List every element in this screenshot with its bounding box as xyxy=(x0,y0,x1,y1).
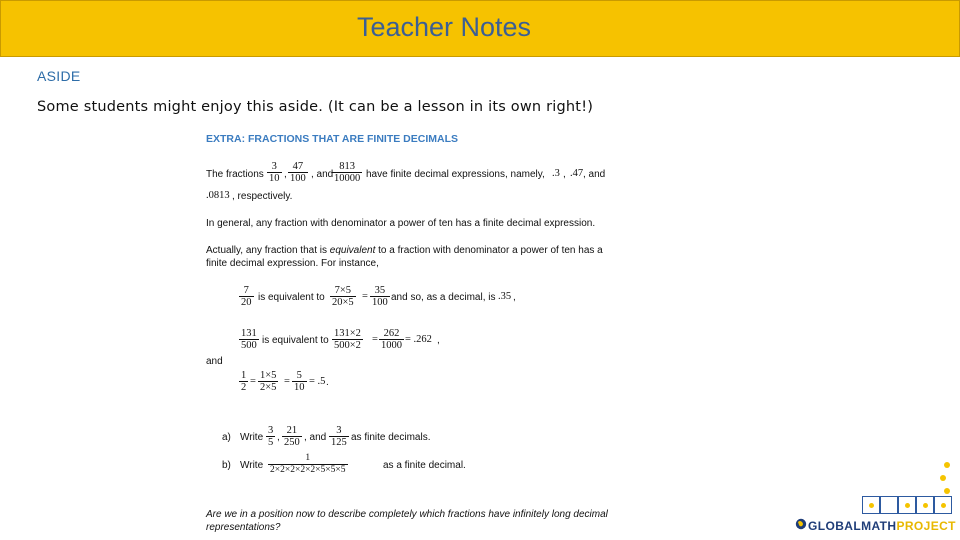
fraction: $\frac{35}{100}$ xyxy=(372,285,388,308)
p2-text: In general, any fraction with denominator a power of ten has a finite decimal expression. xyxy=(206,218,596,229)
closing-line1: Are we in a position now to describe completely which fractions have infinitely long decimal xyxy=(206,509,608,520)
equals: = xyxy=(362,291,368,302)
fraction: $\frac{21}{250}$ xyxy=(284,425,300,448)
logo-box xyxy=(934,496,952,514)
separator: , xyxy=(277,432,280,443)
equals: = xyxy=(284,376,290,387)
decimal-value: = .262 xyxy=(405,334,432,345)
fraction: $\frac{7}{20}$ xyxy=(241,285,252,308)
fraction: $\frac{3}{10}$ xyxy=(269,161,280,184)
separator: , xyxy=(284,169,287,180)
separator: , and xyxy=(311,169,334,180)
ex2-text: is equivalent to xyxy=(262,335,329,346)
logo-dot xyxy=(944,488,950,494)
logo-wordmark: GLOBALMATHPROJECT xyxy=(808,519,956,533)
logo-box xyxy=(898,496,916,514)
intro-text: Some students might enjoy this aside. (It can be a lesson in its own right!) xyxy=(37,99,594,115)
question-a-tail: as finite decimals. xyxy=(351,432,431,443)
worksheet-heading: EXTRA: FRACTIONS THAT ARE FINITE DECIMALS xyxy=(206,133,458,145)
decimal-value: = .5 xyxy=(309,376,326,387)
logo-dot xyxy=(944,462,950,468)
fraction: $\frac{1}{2}$ xyxy=(241,370,247,393)
p1-lead: The fractions xyxy=(206,169,264,180)
globe-icon xyxy=(795,518,807,530)
logo-dot xyxy=(940,475,946,481)
fraction: $\frac{1\times 5}{2\times 5}$ xyxy=(260,370,277,393)
decimal-value: .0813 xyxy=(206,190,230,201)
fraction: $\frac{813}{10000}$ xyxy=(334,161,361,184)
fraction: $\frac{47}{100}$ xyxy=(290,161,306,184)
p3-line1: Actually, any fraction that is equivalent to a fraction with denominator a power of ten has a xyxy=(206,245,603,256)
decimal-value: .3 xyxy=(552,168,560,179)
fraction: $\frac{262}{1000}$ xyxy=(381,328,402,351)
separator: , and xyxy=(304,432,327,443)
p1-mid: have finite decimal expressions, namely, xyxy=(366,169,545,180)
logo-box xyxy=(916,496,934,514)
logo-box xyxy=(880,496,898,514)
question-b-label: b) xyxy=(222,460,231,471)
question-b-write: Write xyxy=(240,460,264,471)
p1-and: , and xyxy=(583,169,606,180)
question-b-tail: as a finite decimal. xyxy=(383,460,466,471)
fraction: $\frac{3}{125}$ xyxy=(331,425,347,448)
fraction: $\frac{7\times 5}{20\times 5}$ xyxy=(332,285,354,308)
decimal-value: .35 xyxy=(498,291,512,302)
header-banner xyxy=(0,0,960,57)
fraction: $\frac{3}{5}$ xyxy=(268,425,274,448)
fraction: $\frac{1}{2\times 2\times 2\times 2\times 2\times 5\times 5\times 5}$ xyxy=(270,453,346,475)
equals: = xyxy=(372,334,378,345)
question-a-label: a) xyxy=(222,432,231,443)
closing-line2: representations? xyxy=(206,522,281,533)
ex1-text: is equivalent to xyxy=(258,292,325,303)
and-word: and xyxy=(206,356,223,367)
punctuation: . xyxy=(326,377,329,388)
p1-tail: , respectively. xyxy=(232,191,293,202)
aside-label: ASIDE xyxy=(37,68,81,84)
equals: = xyxy=(250,376,256,387)
ex1-text2: and so, as a decimal, is xyxy=(391,292,496,303)
fraction: $\frac{5}{10}$ xyxy=(294,370,305,393)
punctuation: , xyxy=(437,335,440,346)
decimal-value: .47 xyxy=(570,168,584,179)
p3-line2: finite decimal expression. For instance, xyxy=(206,258,379,269)
punctuation: , xyxy=(513,292,516,303)
worksheet-excerpt: EXTRA: FRACTIONS THAT ARE FINITE DECIMALS The fractions $\frac{3}{10}$ , $\frac{47}{100}$ , and $\frac{813}{10000}$ have finite decimal expressions, namely, .3 , .47 , and .0813 , respectively. In general, any fraction with denominator a power of ten has a finite decimal expression. Actually, any fraction that is equivalent to a fraction with denominator a power of ten has a finite decimal expression. For instance, $\frac{7}{20}$ is equivalent to $\frac{7\times 5}{20\times 5}$ = $\frac{35}{100}$ and so, as a decimal, is .35 , $\frac{131}{500}$ is equivalent to $\frac{131\times 2}{500\times 2}$ = $\frac{262}{1000}$ = .262 , and $\frac{1}{2}$ = $\frac{1\times 5}{2\times 5}$ = $\frac{5}{10}$ = .5 . a) Write $\frac{3}{5}$ , $\frac{21}{250}$ , and $\frac{3}{125}$ as finite decimals. b) Write $\frac{1}{2\times 2\times 2\times 2\times 2\times 5\times 5\times 5}$ as a finite decimal. Are we in a position now to describe completely which fractions have infinitely long decimal representations? xyxy=(206,133,608,533)
fraction: $\frac{131}{500}$ xyxy=(241,328,257,351)
page-title: Teacher Notes xyxy=(356,12,532,42)
logo-box xyxy=(862,496,880,514)
fraction: $\frac{131\times 2}{500\times 2}$ xyxy=(334,328,361,351)
question-a-write: Write xyxy=(240,432,264,443)
